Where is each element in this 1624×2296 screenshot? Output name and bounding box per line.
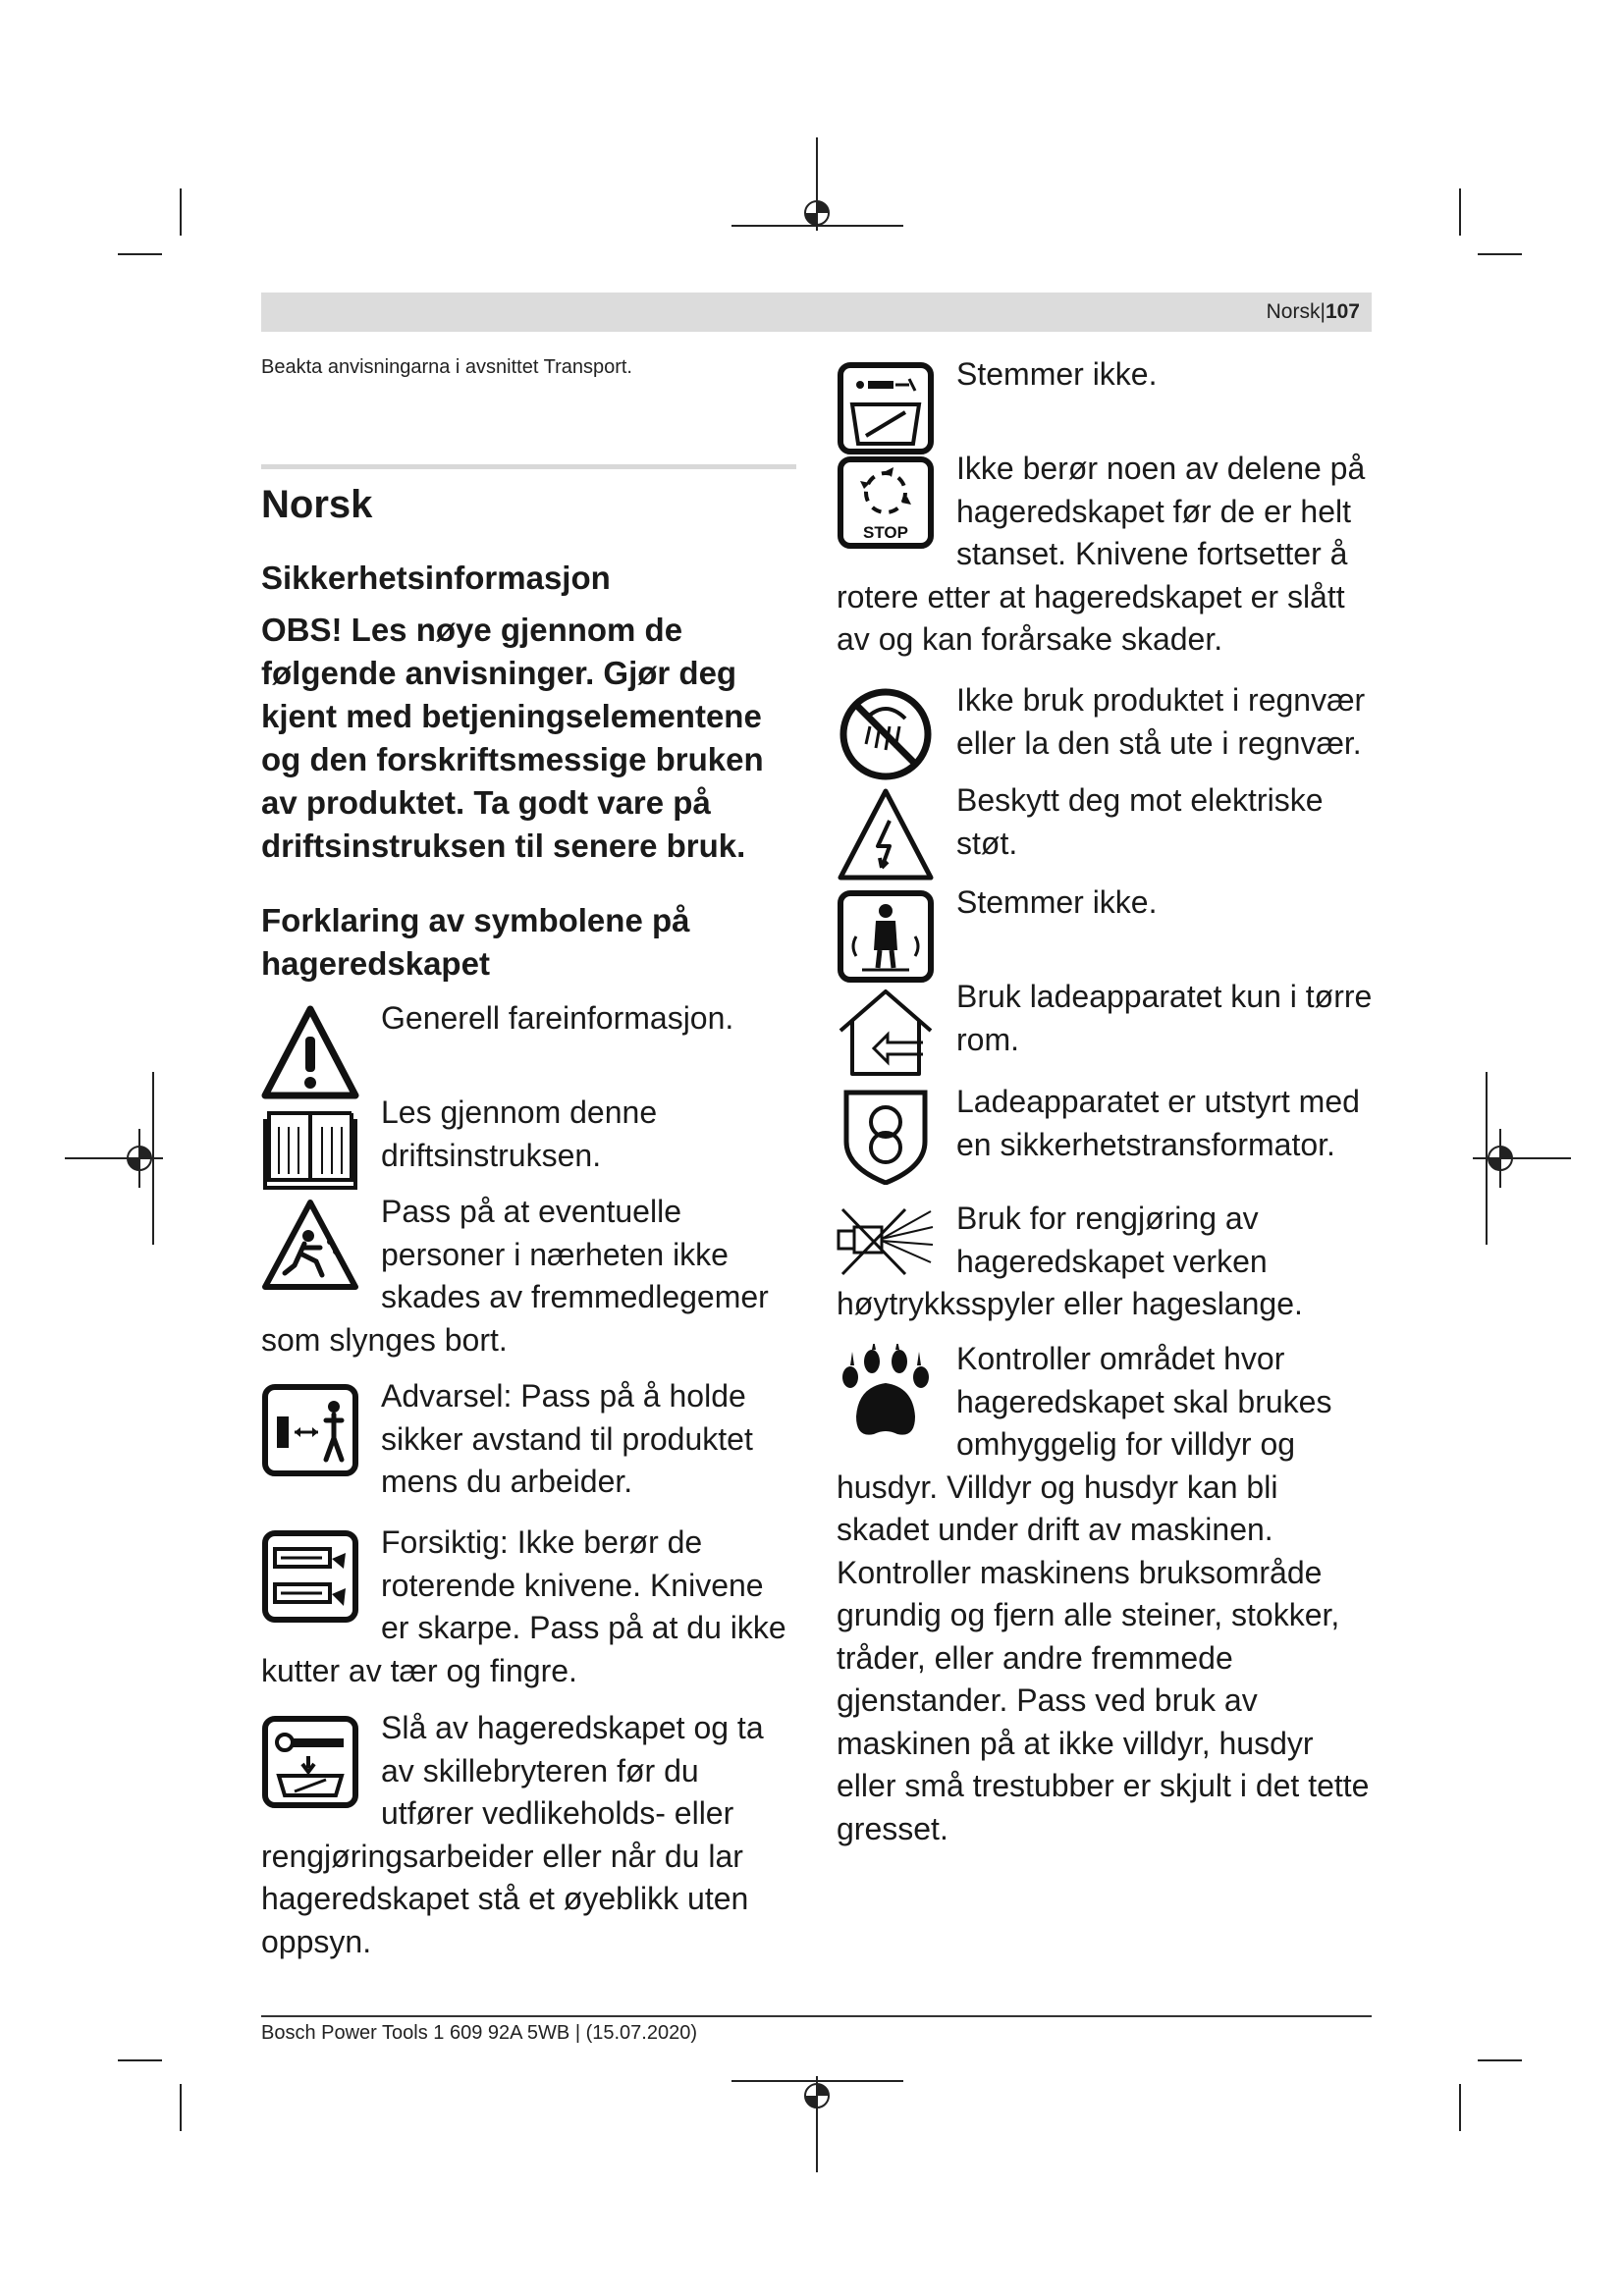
symbol-text: Les gjennom denne driftsinstruksen.	[381, 1095, 658, 1173]
transport-note: Beakta anvisningarna i avsnittet Transport.	[261, 356, 632, 378]
rotating-blades-icon	[261, 1527, 359, 1626]
page-footer: Bosch Power Tools 1 609 92A 5WB | (15.07.2020)	[261, 2022, 697, 2044]
animal-paw-icon	[837, 1344, 935, 1442]
crop-mark	[180, 188, 182, 236]
symbol-item	[837, 679, 1375, 783]
header-label	[1267, 300, 1360, 324]
general-warning-icon	[261, 1003, 359, 1101]
symbol-text: Bruk ladeapparatet kun i tørre rom.	[956, 979, 1373, 1057]
registration-mark-icon	[731, 2076, 903, 2174]
footer-divider	[261, 2015, 1372, 2017]
section-divider	[261, 464, 796, 469]
isolator-switch-icon	[261, 1713, 359, 1811]
symbol-text: Generell fareinformasjon.	[381, 1000, 734, 1036]
symbol-text: Stemmer ikke.	[956, 356, 1158, 392]
symbol-text: Bruk for rengjøring av hageredskapet verken høytrykksspyler eller hageslange.	[837, 1201, 1303, 1321]
blade-stop-icon	[837, 454, 935, 552]
symbol-text: Pass på at eventuelle personer i nærheten ikke skades av fremmedlegemer som slynges bort.	[261, 1194, 769, 1358]
symbol-item	[261, 1522, 796, 1692]
symbol-text: Kontroller området hvor hageredskapet skal brukes omhyggelig for villdyr og husdyr. Villdyr og husdyr kan bli skadet under drift av maskinen. Kontroller maskinens bruksområde grundig og fjern alle steiner, stokker, tråder, eller andre fremmede gjenstander. Pass ved bruk av maskinen på at ikke villdyr, husdyr eller små trestubber er skjult i det tette gresset.	[837, 1341, 1370, 1846]
operator-icon	[837, 887, 935, 986]
header-separator: |	[1320, 300, 1326, 323]
symbol-item	[261, 997, 796, 1101]
svg-text:STOP: STOP	[863, 523, 908, 542]
symbol-text: Ladeapparatet er utstyrt med en sikkerhetstransformator.	[956, 1084, 1360, 1162]
symbol-text: Beskytt deg mot elektriske støt.	[956, 782, 1324, 861]
symbol-text: Slå av hageredskapet og ta av skillebryteren før du utfører vedlikeholds- eller rengjøringsarbeider eller når du lar hageredskapet stå et øyeblikk uten oppsyn.	[261, 1710, 764, 1959]
tool-manual-icon	[837, 359, 935, 457]
electric-shock-icon	[837, 785, 935, 883]
section-title: Norsk	[261, 483, 373, 526]
crop-mark	[1459, 188, 1461, 236]
symbol-text: Stemmer ikke.	[956, 884, 1158, 920]
warning-text: OBS! Les nøye gjennom de følgende anvisninger. Gjør deg kjent med betjeningselementene og den forskriftsmessige bruken av produktet. Ta godt vare på driftsinstruksen til senere bruk.	[261, 612, 764, 864]
crop-mark	[1478, 2059, 1522, 2061]
safety-transformer-icon	[837, 1087, 935, 1185]
page-header	[261, 293, 1372, 332]
symbol-item	[837, 779, 1375, 883]
page-number: 107	[1325, 300, 1360, 323]
symbol-item	[837, 881, 1375, 986]
symbol-text: Advarsel: Pass på å holde sikker avstand til produktet mens du arbeider.	[381, 1378, 753, 1499]
crop-mark	[180, 2084, 182, 2131]
crop-mark	[118, 2059, 162, 2061]
read-manual-icon	[261, 1097, 359, 1196]
symbol-text: Forsiktig: Ikke berør de roterende knivene. Knivene er skarpe. Pass på at du ikke kutter av tær og fingre.	[261, 1524, 786, 1688]
symbol-item	[837, 353, 1375, 457]
symbol-item	[261, 1707, 796, 1963]
symbol-item	[261, 1092, 796, 1196]
no-water-spray-icon	[837, 1203, 935, 1278]
thrown-objects-icon	[261, 1197, 359, 1295]
symbol-item	[837, 976, 1375, 1080]
crop-mark	[118, 253, 162, 255]
symbol-item	[261, 1191, 796, 1362]
crop-mark	[1478, 253, 1522, 255]
registration-mark-icon	[1473, 1129, 1571, 1188]
registration-mark-icon	[65, 1129, 163, 1188]
symbol-item	[837, 1338, 1375, 1850]
crop-mark	[1459, 2084, 1461, 2131]
header-language: Norsk	[1266, 300, 1321, 323]
symbol-item	[837, 1198, 1375, 1326]
indoor-charging-icon	[837, 982, 935, 1080]
symbols-heading: Forklaring av symbolene på hageredskapet	[261, 902, 690, 982]
symbol-text: Ikke bruk produktet i regnvær eller la den stå ute i regnvær.	[956, 682, 1366, 761]
symbol-item	[837, 1081, 1375, 1185]
subsection-title: Sikkerhetsinformasjon	[261, 560, 611, 596]
symbol-item	[261, 1375, 796, 1504]
symbol-item	[837, 448, 1375, 662]
no-rain-icon	[837, 685, 935, 783]
symbol-text: Ikke berør noen av delene på hageredskapet før de er helt stanset. Knivene fortsetter å rotere etter at hageredskapet er slått av og kan forårsake skader.	[837, 451, 1366, 657]
registration-mark-icon	[731, 137, 903, 275]
safe-distance-icon	[261, 1381, 359, 1479]
